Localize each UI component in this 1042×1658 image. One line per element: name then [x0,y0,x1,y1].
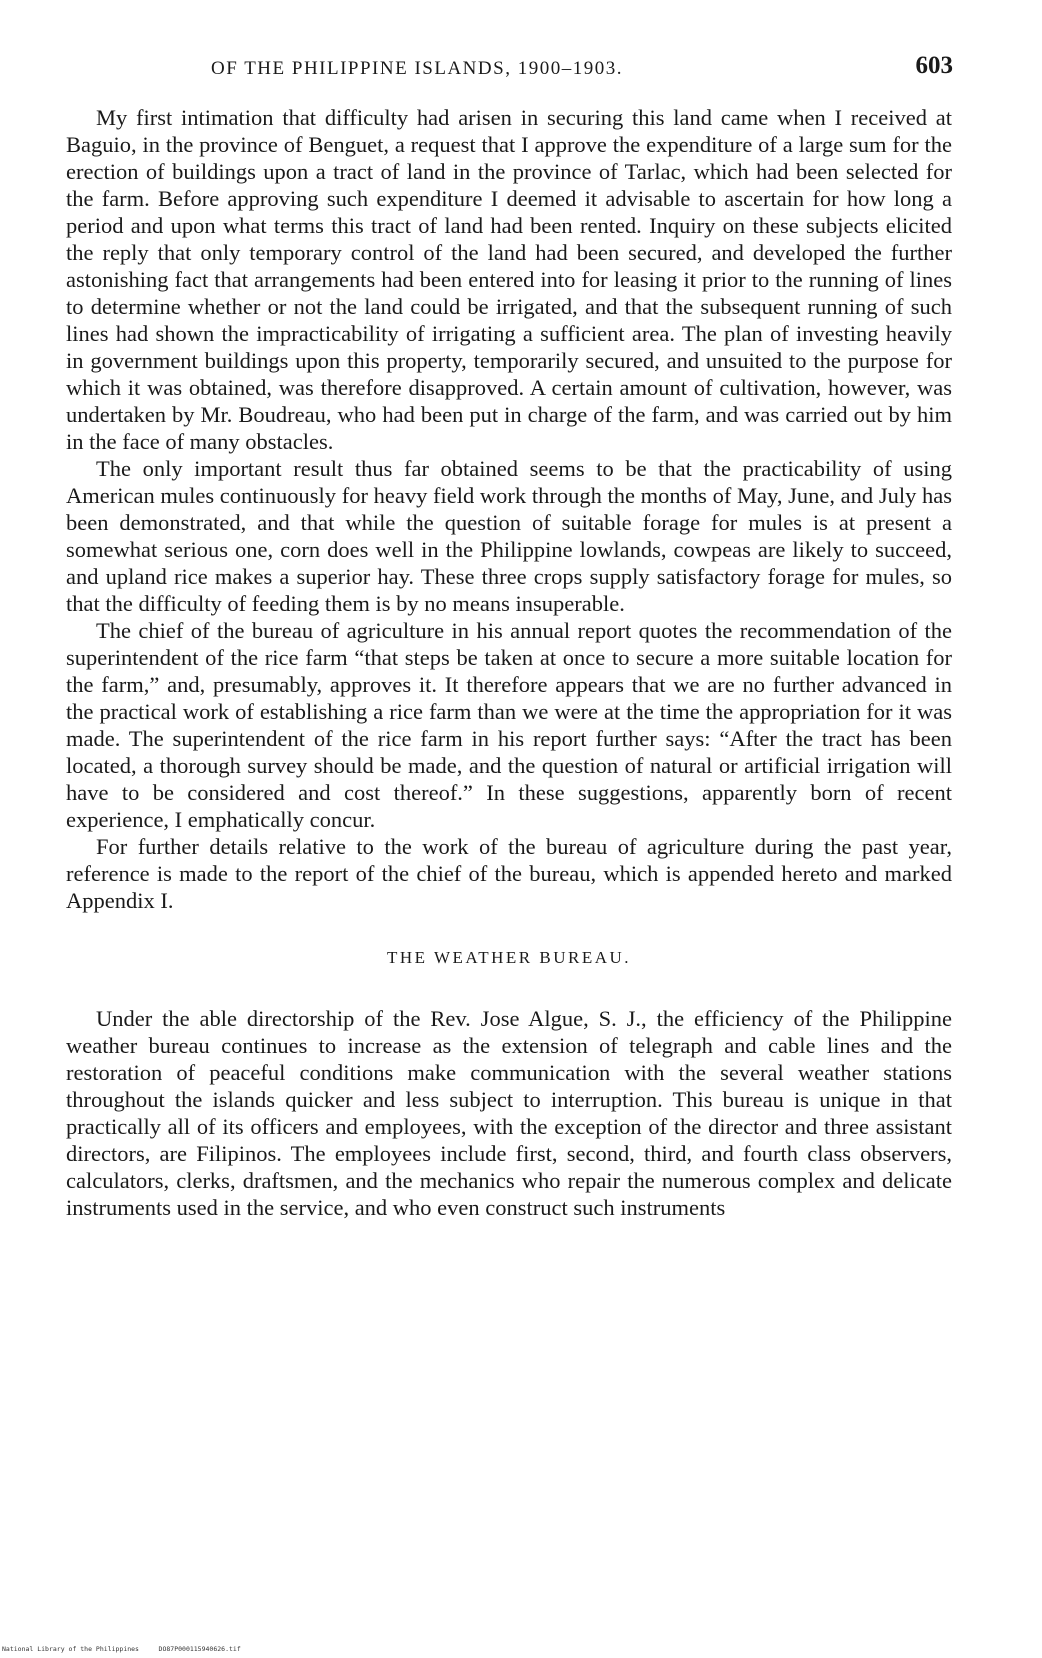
paragraph: For further details relative to the work of the bureau of agriculture during the past year, reference is made to the report of the chief of the bureau, which is appended hereto and marked Appendix I. [66,834,952,913]
running-head [66,52,953,88]
section-heading: THE WEATHER BUREAU. [386,948,632,967]
paragraph: Under the able directorship of the Rev. Jose Algue, S. J., the efficiency of the Philippine weather bureau continues to increase as the extension of telegraph and cable lines and the restoration of peaceful conditions make communication with the several weather stations throughout the islands quicker and less subject to interruption. This bureau is unique in that practically all of its officers and employees, with the exception of the director and three assistant directors, are Filipinos. The employees include first, second, third, and fourth class observers, calculators, clerks, draftsmen, and the mechanics who repair the numerous complex and delicate instruments used in the service, and who even construct such instruments [66,1006,952,1220]
scan-footer [2,1645,402,1653]
running-head-title: OF THE PHILIPPINE ISLANDS, 1900–1903. [211,58,623,79]
paragraph: My first intimation that difficulty had arisen in securing this land came when I received at Baguio, in the province of Benguet, a request that I approve the expenditure of a large sum for the erection of buildings upon a tract of land in the province of Tarlac, which had been selected for the farm. Before approving such expenditure I deemed it advisable to ascertain for how long a period and upon what terms this tract of land had been rented. Inquiry on these subjects elicited the reply that only temporary control of the land had been secured, and developed the further astonishing fact that arrangements had been entered into for leasing it prior to the running of lines to determine whether or not the land could be irrigated, and that the subsequent running of such lines had shown the impracticability of irrigating a sufficient area. The plan of investing heavily in government buildings upon this property, temporarily secured, and unsuited to the purpose for which it was obtained, was therefore disapproved. A certain amount of cultivation, however, was undertaken by Mr. Boudreau, who had been put in charge of the farm, and was carried out by him in the face of many obstacles. [66,105,952,454]
page-number: 603 [915,52,953,79]
footer-library: National Library of the Philippines [2,1645,139,1653]
paragraph: The chief of the bureau of agriculture in his annual report quotes the recommendation of the superintendent of the rice farm “that steps be taken at once to secure a more suitable location for the farm,” and, presumably, approves it. It therefore appears that we are no further advanced in the practical work of establishing a rice farm than we were at the time the appropriation for it was made. The superintendent of the rice farm in his report further says: “After the tract has been located, a thorough survey should be made, and the question of natural or artificial irrigation will have to be considered and cost thereof.” In these suggestions, apparently born of recent experience, I emphatically concur. [66,618,952,832]
body-text [66,104,952,1221]
footer-file-id: DO87P000115940626.tif [158,1645,241,1653]
paragraph: The only important result thus far obtained seems to be that the practicability of using American mules continuously for heavy field work through the months of May, June, and July has been demonstrated, and that while the question of suitable forage for mules is at present a somewhat serious one, corn does well in the Philippine lowlands, cowpeas are likely to succeed, and upland rice makes a superior hay. These three crops supply satisfactory forage for mules, so that the difficulty of feeding them is by no means insuperable. [66,456,952,616]
